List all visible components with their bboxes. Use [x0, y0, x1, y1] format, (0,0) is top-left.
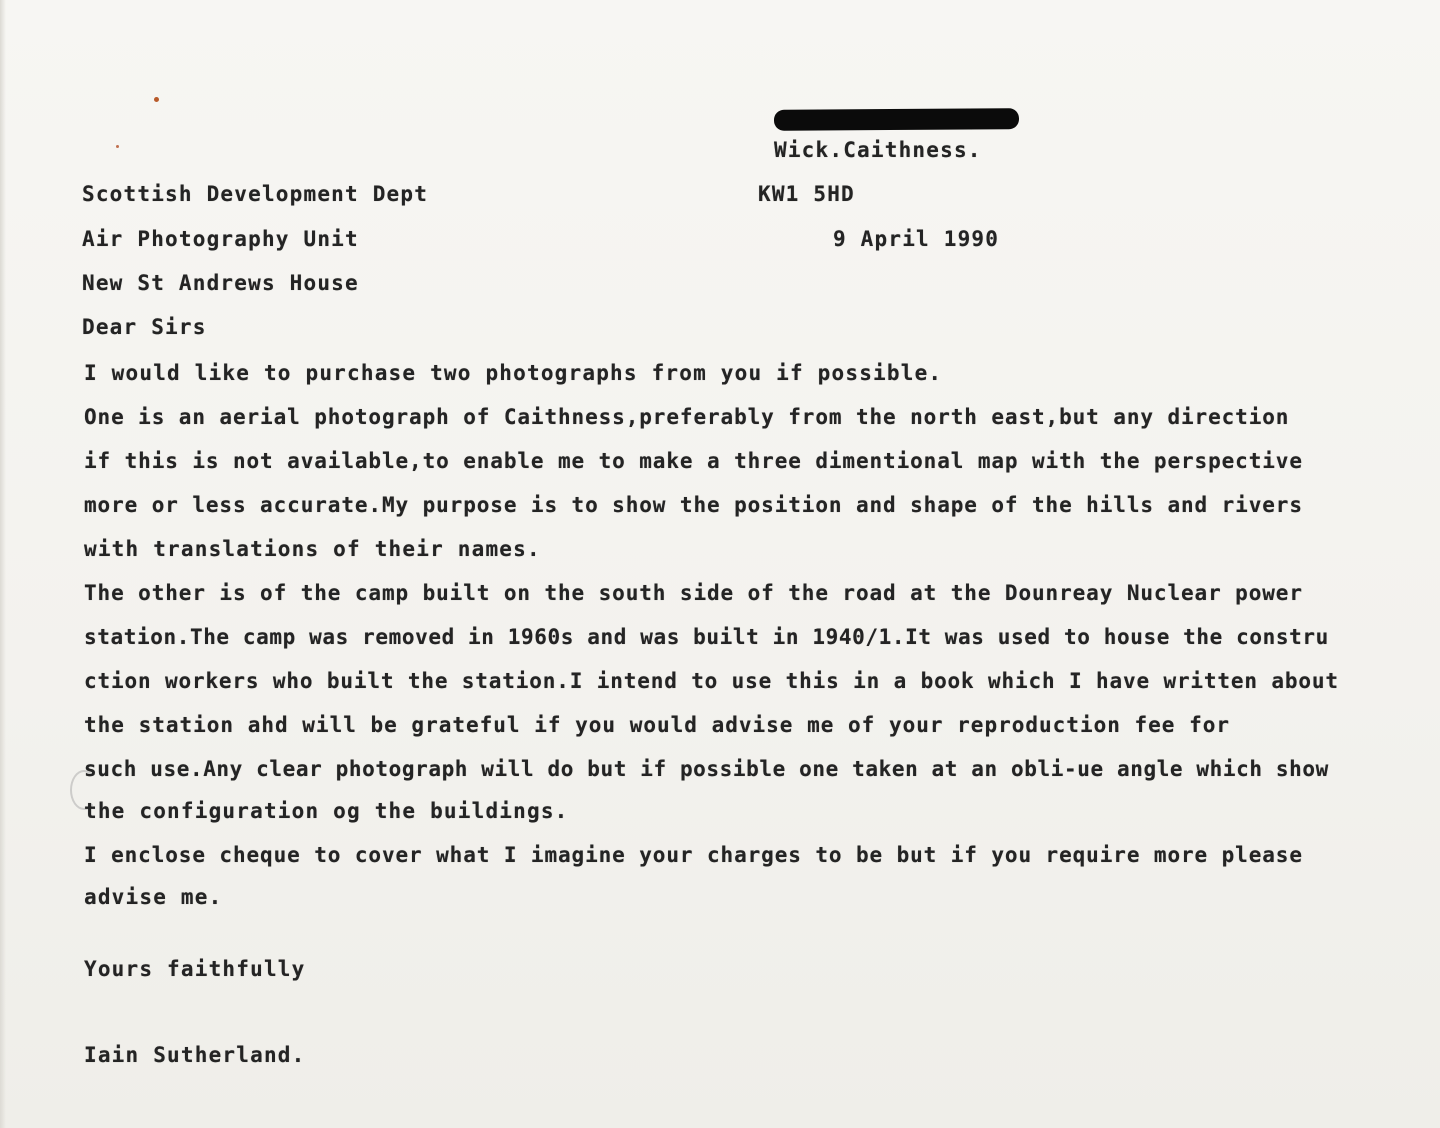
body-line: station.The camp was removed in 1960s and was built in 1940/1.It was used to house the constru [84, 625, 1329, 649]
body-line: such use.Any clear photograph will do but if possible one taken at an obli-ue angle which show [84, 757, 1329, 781]
body-line: I would like to purchase two photographs from you if possible. [84, 361, 943, 385]
body-line: advise me. [84, 885, 223, 909]
sender-postcode: KW1 5HD [758, 182, 855, 206]
recipient-line-1: Scottish Development Dept [82, 182, 429, 206]
body-line: if this is not available,to enable me to make a three dimentional map with the perspective [84, 449, 1303, 473]
body-line: ction workers who built the station.I intend to use this in a book which I have written about [84, 669, 1339, 693]
closing: Yours faithfully [84, 957, 306, 981]
body-line: the station ahd will be grateful if you would advise me of your reproduction fee for [84, 713, 1231, 737]
salutation: Dear Sirs [82, 315, 207, 339]
ink-speck [154, 97, 159, 102]
letter-date: 9 April 1990 [833, 227, 1000, 251]
redacted-address-line [774, 108, 1019, 131]
body-line: One is an aerial photograph of Caithness,preferably from the north east,but any direction [84, 405, 1290, 429]
body-line: I enclose cheque to cover what I imagine your charges to be but if you require more please [84, 843, 1303, 867]
ink-speck [116, 145, 119, 148]
body-line: The other is of the camp built on the south side of the road at the Dounreay Nuclear power [84, 581, 1303, 605]
recipient-line-3: New St Andrews House [82, 271, 359, 295]
sender-town: Wick.Caithness. [774, 138, 982, 162]
body-line: with translations of their names. [84, 537, 541, 561]
recipient-line-2: Air Photography Unit [82, 227, 359, 251]
body-line: more or less accurate.My purpose is to show the position and shape of the hills and rivers [84, 493, 1303, 517]
body-line: the configuration og the buildings. [84, 799, 569, 823]
signature: Iain Sutherland. [84, 1043, 306, 1067]
